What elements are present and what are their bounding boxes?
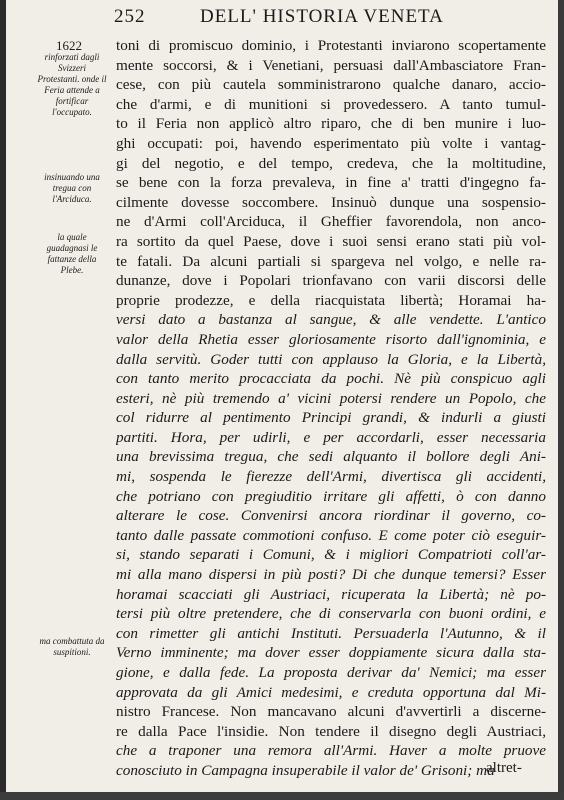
margin-note: ma combattuta da suspitioni. [39, 636, 105, 657]
text-line: dunanze, dove i Popolari trionfavano con varii discorsi delle [116, 272, 546, 290]
text-line: horamai scacciati gli Austriaci, ricuperata la Libertà; nè po- [116, 585, 546, 603]
text-line: partiti. Hora, per udirli, e per accordarli, esser necessaria [116, 428, 546, 446]
text-line: se bene con la forza prevaleva, in fine a' tratti d'ingegno fa- [116, 174, 546, 192]
text-line: tanto dalle passate commotioni confuso. E come poter ciò eseguir- [116, 526, 546, 544]
margin-note: la quale guadagnasi le fattanze della Plebe. [46, 232, 98, 275]
text-line: gi del negotio, e del tempo, credeva, che la moltitudine, [116, 154, 546, 172]
text-line: cese, con più cautela somministrarono qualche danaro, accio- [116, 76, 546, 94]
text-line: nistro Francese. Non mancavano alcuni d'avvertirli a discerne- [116, 703, 546, 721]
text-line: to il Feria non applicò altro riparo, che di ben munire i luo- [116, 115, 546, 133]
text-line: mi, sospenda le fierezze dell'Armi, divertisca gli accidenti, [116, 468, 546, 486]
page-header [114, 6, 544, 32]
text-line: ra sortito da quel Paese, dove i suoi sensi erano stati più vol- [116, 232, 546, 250]
text-line: Verno imminente; ma dover esser doppiamente sicura dalla sta- [116, 644, 546, 662]
text-line: approvata da gli Amici medesimi, e creduta opportuna dal Mi- [116, 683, 546, 701]
text-line: alterare le cose. Convenirsi ancora riordinar il governo, co- [116, 507, 546, 525]
text-line: col ridurre al pentimento Principi grandi, & indurli a giusti [116, 409, 546, 427]
text-line: che d'armi, e di munitioni si provedessero. A tanto tumul- [116, 95, 546, 113]
text-line: dalla servitù. Goder tutti con applauso la Gloria, e la Libertà, [116, 350, 546, 368]
page-number: 252 [114, 6, 146, 27]
text-line: con tanto merito procacciata da pochi. Nè più conspicuo agli [116, 370, 546, 388]
text-line: con rimetter gli antichi Instituti. Persuaderla l'Autunno, & il [116, 624, 546, 642]
text-line: conosciuto in Campagna insuperabile il valor de' Grisoni; ma [116, 761, 495, 779]
text-line: ne d'Armi coll'Arciduca, il Gheffier favorendola, non anco- [116, 213, 546, 231]
running-head: DELL' HISTORIA VENETA [200, 6, 444, 27]
margin-year: 1622 [56, 38, 82, 53]
text-line: valor della Rhetia esser gloriosamente risorto dall'ignominia, e [116, 330, 546, 348]
text-line: ghi occupati: poi, havendo esperimentato più volte i vantag- [116, 134, 546, 152]
text-line: si, stando separati i Comuni, & i migliori Compatrioti coll'ar- [116, 546, 546, 564]
text-line: te fatali. Da alcuni partiali si spargeva nel volgo, e nelle ra- [116, 252, 546, 270]
text-line: che a traponer una remora all'Armi. Haver a molte pruove [116, 742, 546, 760]
text-line: versi dato a bastanza al sangue, & alle vendette. L'antico [116, 311, 546, 329]
text-line: una brevissima tregua, che sedi alquanto il bollore degli Ani- [116, 448, 546, 466]
text-line: esteri, nè più tremendo a' vicini potersi rendere un Popolo, che [116, 389, 546, 407]
text-line: proprie prodezze, e della riacquistata libertà; Horamai ha- [116, 291, 546, 309]
text-line: re dalla Pace l'insidie. Non tendere il disegno degli Austriaci, [116, 722, 546, 740]
text-line: toni di promiscuo dominio, i Protestanti inviarono scopertamente [116, 37, 546, 54]
page-edge-right [558, 0, 564, 800]
margin-note: rinforzati dagli Svizzeri Protestanti. onde il Feria attende a fortificar l'occupato. [37, 52, 107, 117]
text-line: mente soccorsi, & i Venetiani, persuasi dall'Ambasciatore Fran- [116, 56, 546, 74]
main-text [116, 36, 546, 781]
page-edge-left [0, 0, 6, 800]
page-edge-bottom [0, 792, 564, 800]
text-line: cilmente dovesse soccombere. Insinuò dunque una sospensio- [116, 193, 546, 211]
text-line: gione, e dalla fede. La proposta derivar da' Nemici; ma esser [116, 664, 546, 681]
text-line: che potriano con pregiuditio irritare gli affetti, ò con danno [116, 487, 546, 505]
text-line: mi alla mano dispersi in più posti? Di che dunque temersi? Esser [116, 566, 546, 584]
margin-note: insinuando una tregua con l'Arciduca. [44, 172, 100, 204]
catchword: altret- [486, 760, 522, 776]
text-line: tersi più oltre pretendere, che di conservarla con buoni ordini, e [116, 605, 546, 623]
